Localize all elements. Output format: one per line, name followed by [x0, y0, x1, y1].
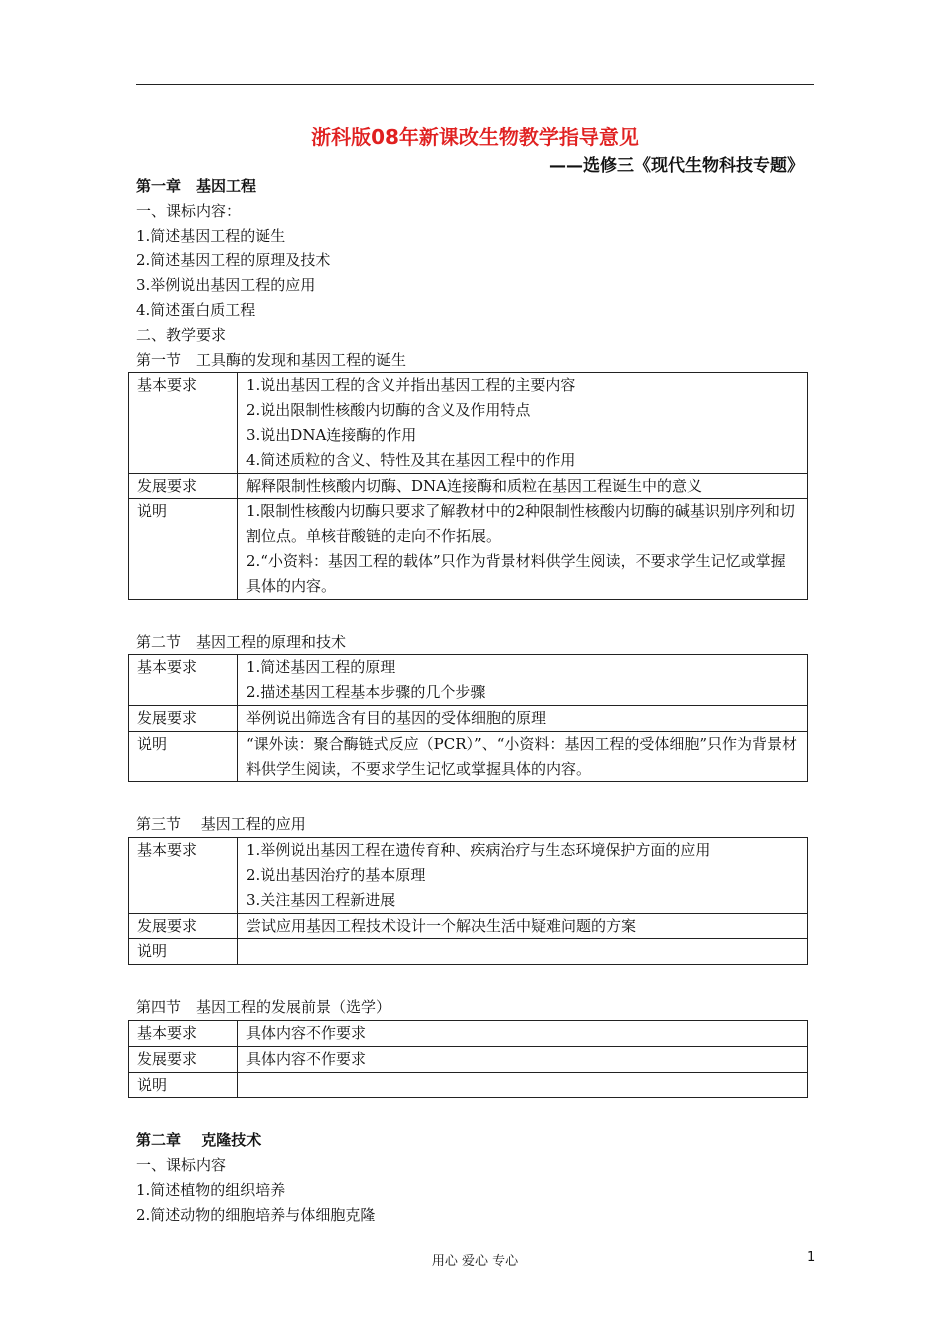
page-number: 1	[807, 1250, 816, 1265]
row-label: 说明	[129, 1072, 238, 1098]
requirement-item: 2.说出基因治疗的基本原理	[246, 865, 426, 884]
chapter2-heading: 第二章 克隆技术	[136, 1131, 262, 1150]
row-content	[238, 939, 808, 965]
note-item	[246, 939, 799, 964]
table-row	[129, 731, 808, 782]
table-row	[129, 705, 808, 731]
table-row	[129, 1020, 808, 1046]
requirement-item: 3.关注基因工程新进展	[246, 890, 396, 909]
row-content: “课外读：聚合酶链式反应（PCR）”、“小资料：基因工程的受体细胞”只作为背景材料供学生阅读，不要求学生记忆或掌握具体的内容。	[238, 731, 808, 782]
requirement-item: 1.说出基因工程的含义并指出基因工程的主要内容	[246, 376, 576, 395]
standard-item: 3.举例说出基因工程的应用	[136, 276, 316, 295]
row-content: 具体内容不作要求	[238, 1020, 808, 1046]
row-content	[238, 838, 808, 913]
standard-item: 1.简述基因工程的诞生	[136, 226, 286, 245]
row-content	[238, 499, 808, 599]
requirements-table	[128, 372, 808, 599]
standard-item: 2.简述基因工程的原理及技术	[136, 251, 331, 270]
table-row	[129, 373, 808, 473]
row-label: 说明	[129, 939, 238, 965]
footer-text: 用心 爱心 专心	[431, 1254, 519, 1269]
note-item: 1.限制性核酸内切酶只要求了解教材中的2种限制性核酸内切酶的碱基识别序列和切割位点。单核苷酸链的走向不作拓展。	[246, 502, 795, 546]
table-row	[129, 913, 808, 939]
row-content: 举例说出筛选含有目的基因的受体细胞的原理	[238, 705, 808, 731]
row-content: 具体内容不作要求	[238, 1046, 808, 1072]
chapter1-requirements-heading: 二、教学要求	[136, 325, 227, 344]
row-content: 尝试应用基因工程技术设计一个解决生活中疑难问题的方案	[238, 913, 808, 939]
row-label: 基本要求	[129, 1020, 238, 1046]
standard-item: 4.简述蛋白质工程	[136, 300, 256, 319]
table-row	[129, 1046, 808, 1072]
row-label: 发展要求	[129, 1046, 238, 1072]
chapter2-standards-heading: 一、课标内容	[136, 1156, 227, 1175]
document-body	[136, 174, 808, 1227]
section-title: 第三节 基因工程的应用	[136, 815, 306, 834]
row-label: 基本要求	[129, 655, 238, 706]
row-label: 基本要求	[129, 838, 238, 913]
section-title: 第二节 基因工程的原理和技术	[136, 632, 347, 651]
standard-item: 2.简述动物的细胞培养与体细胞克隆	[136, 1205, 376, 1224]
row-label: 发展要求	[129, 473, 238, 499]
section-title: 第四节 基因工程的发展前景（选学）	[136, 998, 392, 1017]
table-row	[129, 473, 808, 499]
table-row	[129, 499, 808, 599]
table-row	[129, 838, 808, 913]
section-title: 第一节 工具酶的发现和基因工程的诞生	[136, 350, 407, 369]
requirements-table	[128, 654, 808, 782]
table-row	[129, 655, 808, 706]
row-label: 说明	[129, 731, 238, 782]
document-subtitle: ——选修三《现代生物科技专题》	[549, 156, 804, 176]
note-item: 2.“小资料：基因工程的载体”只作为背景材料供学生阅读，不要求学生记忆或掌握具体的内容。	[246, 551, 786, 595]
row-label: 基本要求	[129, 373, 238, 473]
note-item	[246, 1073, 799, 1098]
table-row	[129, 939, 808, 965]
row-label: 发展要求	[129, 705, 238, 731]
row-content	[238, 655, 808, 706]
requirement-item: 1.举例说出基因工程在遗传育种、疾病治疗与生态环境保护方面的应用	[246, 841, 711, 860]
document-title: 浙科版08年新课改生物教学指导意见	[311, 125, 639, 149]
standard-item: 1.简述植物的组织培养	[136, 1180, 286, 1199]
requirement-item: 2.说出限制性核酸内切酶的含义及作用特点	[246, 401, 531, 420]
table-row	[129, 1072, 808, 1098]
header-rule	[136, 84, 814, 85]
requirement-item: 3.说出DNA连接酶的作用	[246, 425, 417, 444]
chapter1-standards-heading: 一、课标内容：	[136, 201, 242, 220]
row-content	[238, 373, 808, 473]
requirement-item: 1.简述基因工程的原理	[246, 658, 396, 677]
requirement-item: 2.描述基因工程基本步骤的几个步骤	[246, 683, 486, 702]
row-label: 发展要求	[129, 913, 238, 939]
requirement-item: 4.简述质粒的含义、特性及其在基因工程中的作用	[246, 450, 576, 469]
chapter1-heading: 第一章 基因工程	[136, 177, 257, 195]
row-content	[238, 1072, 808, 1098]
row-content: 解释限制性核酸内切酶、DNA连接酶和质粒在基因工程诞生中的意义	[238, 473, 808, 499]
requirements-table	[128, 1020, 808, 1098]
requirements-table	[128, 837, 808, 965]
row-label: 说明	[129, 499, 238, 599]
